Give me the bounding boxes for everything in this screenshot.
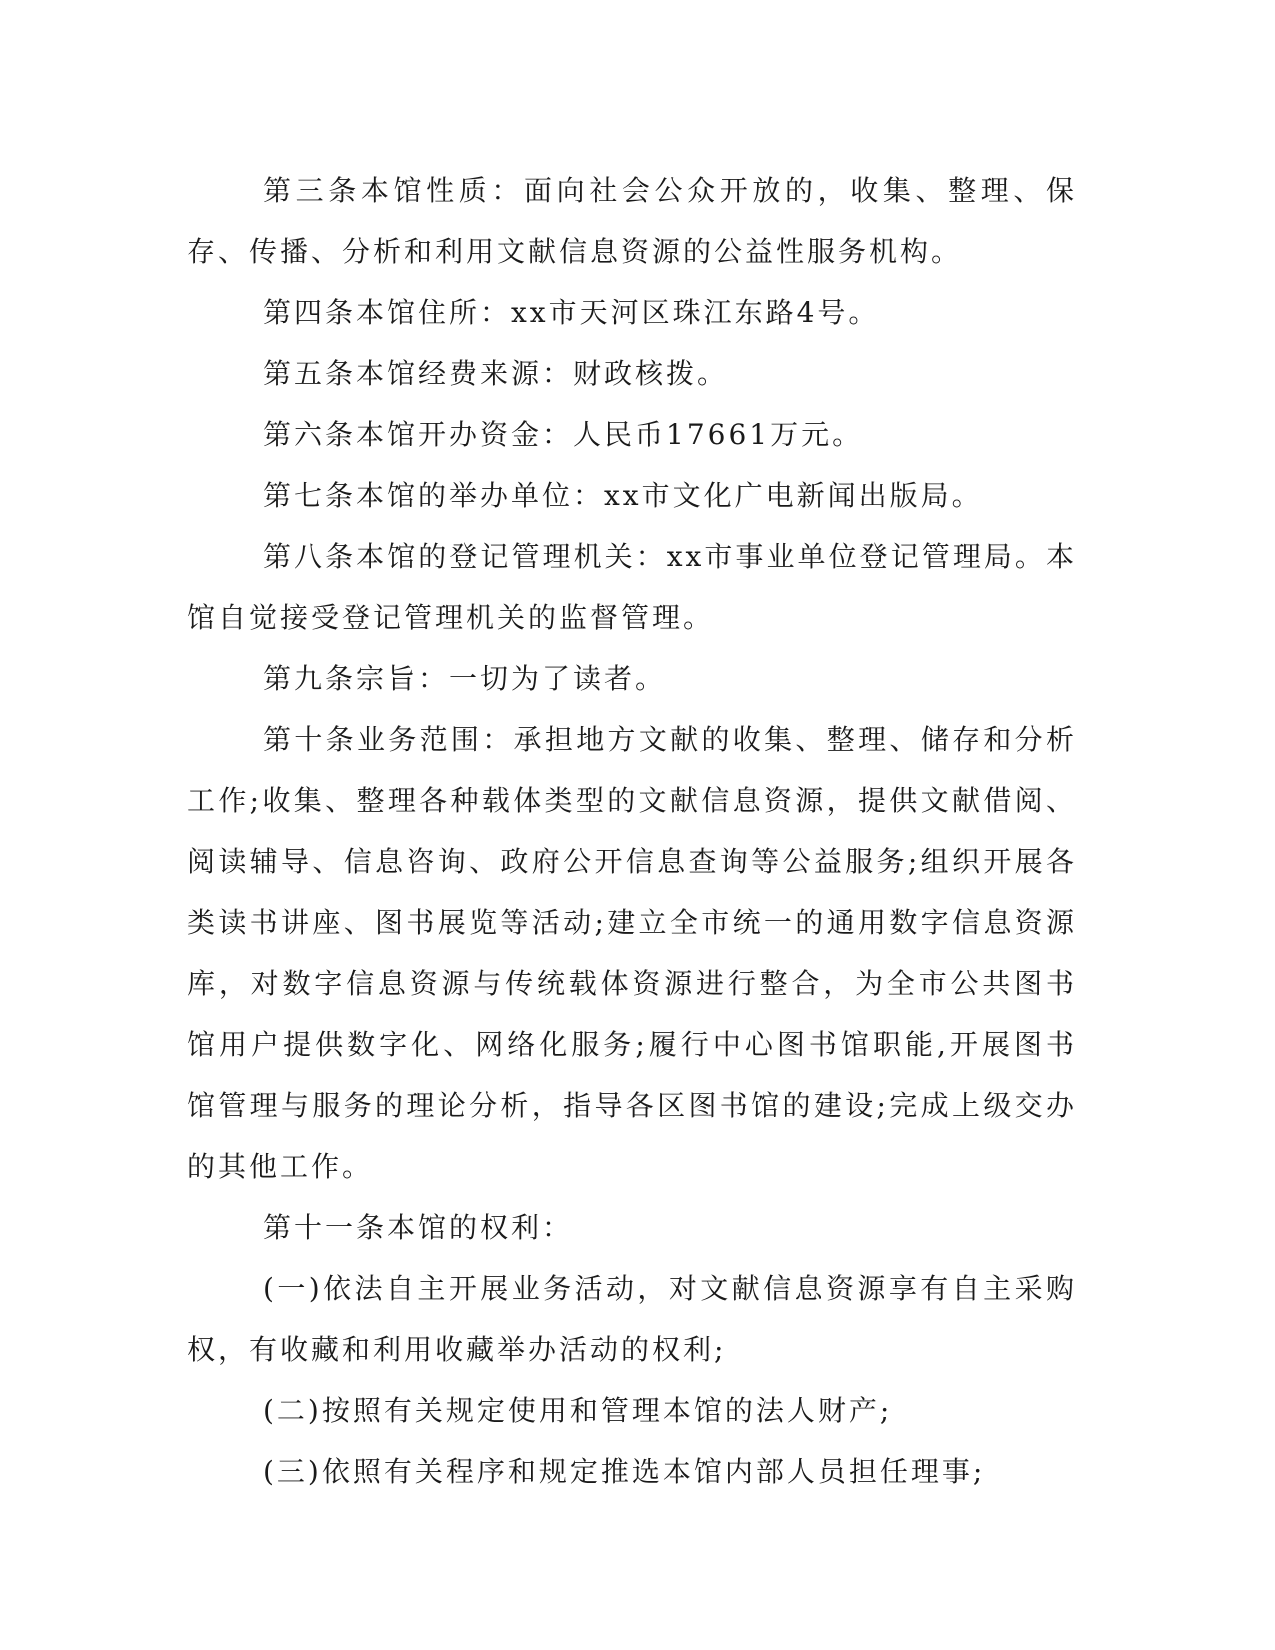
article-5-paragraph: 第五条本馆经费来源：财政核拨。 bbox=[263, 357, 729, 390]
article-8-paragraph: 第八条本馆的登记管理机关：xx市事业单位登记管理局。本馆自觉接受登记管理机关的监督管理。 bbox=[187, 540, 1077, 634]
article-9-paragraph: 第九条宗旨：一切为了读者。 bbox=[263, 662, 667, 695]
article-11-paragraph: 第十一条本馆的权利： bbox=[263, 1211, 574, 1244]
article-10-paragraph: 第十条业务范围：承担地方文献的收集、整理、储存和分析工作;收集、整理各种载体类型的文献信息资源，提供文献借阅、阅读辅导、信息咨询、政府公开信息查询等公益服务;组织开展各类读书讲座、图书展览等活动;建立全市统一的通用数字信息资源库，对数字信息资源与传统载体资源进行整合，为全市公共图书馆用户提供数字化、网络化服务;履行中心图书馆职能,开展图书馆管理与服务的理论分析，指导各区图书馆的建设;完成上级交办的其他工作。 bbox=[187, 723, 1077, 1183]
article-6-paragraph: 第六条本馆开办资金：人民币17661万元。 bbox=[263, 418, 864, 451]
article-7-paragraph: 第七条本馆的举办单位：xx市文化广电新闻出版局。 bbox=[263, 479, 983, 512]
document-body bbox=[187, 160, 1077, 1502]
rights-item-2: (二)按照有关规定使用和管理本馆的法人财产; bbox=[263, 1394, 893, 1427]
article-3-paragraph: 第三条本馆性质：面向社会公众开放的，收集、整理、保存、传播、分析和利用文献信息资源的公益性服务机构。 bbox=[187, 174, 1077, 268]
rights-item-3: (三)依照有关程序和规定推选本馆内部人员担任理事; bbox=[263, 1455, 986, 1488]
rights-item-1: (一)依法自主开展业务活动，对文献信息资源享有自主采购权，有收藏和利用收藏举办活动的权利; bbox=[187, 1272, 1077, 1366]
article-4-paragraph: 第四条本馆住所：xx市天河区珠江东路4号。 bbox=[263, 296, 880, 329]
